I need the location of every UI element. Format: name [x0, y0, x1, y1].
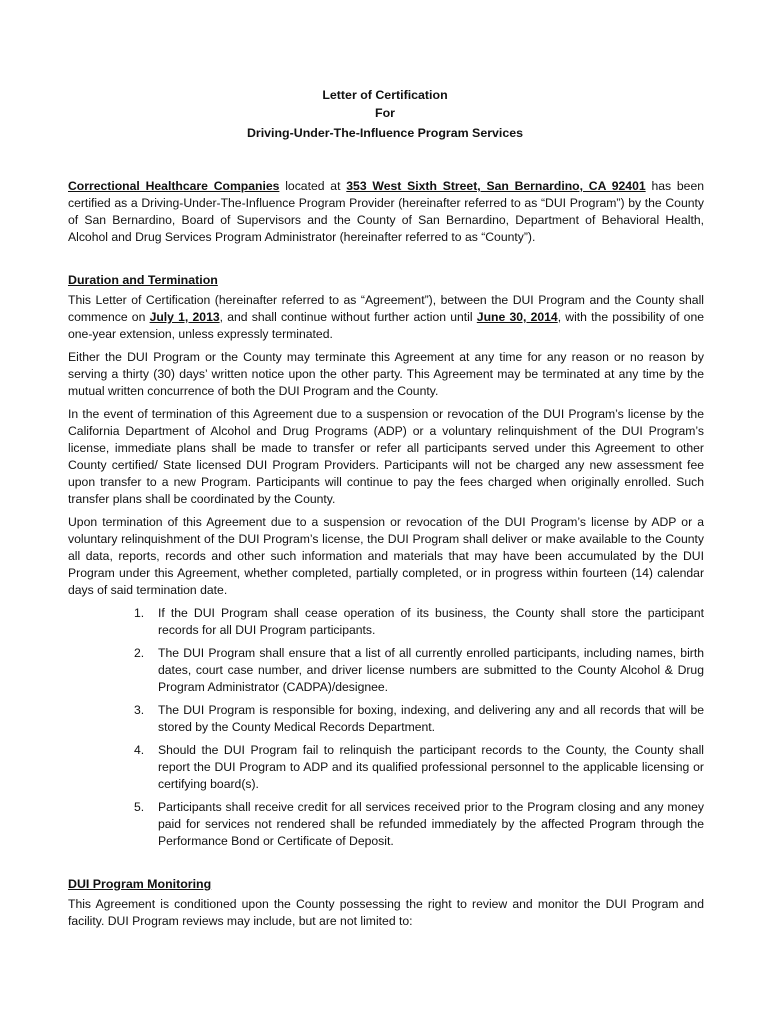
duration-paragraph-2: Either the DUI Program or the County may terminate this Agreement at any time for any reason or no reason by serving a thirty (30) days’ written notice upon the other party. This Agreement may be terminated at any time by the mutual written concurrence of both the DUI Program and the County.	[68, 350, 704, 398]
termination-list	[68, 605, 704, 850]
monitoring-paragraph-1: This Agreement is conditioned upon the County possessing the right to review and monitor the DUI Program and facility. DUI Program reviews may include, but are not limited to:	[68, 897, 704, 928]
duration-heading: Duration and Termination	[68, 273, 218, 287]
duration-paragraph-1: This Letter of Certification (hereinafter referred to as “Agreement”), between the DUI Program and the County shall commence on July 1, 2013, and shall continue without further action until June 30, 2014, with the possibility of one one-year extension, unless expressly terminated.	[68, 293, 705, 341]
list-item: 3. The DUI Program is responsible for boxing, indexing, and delivering any and all records that will be stored by the County Medical Records Department.	[134, 703, 704, 734]
title-line-1: Letter of Certification	[322, 88, 448, 102]
list-item: 1. If the DUI Program shall cease operation of its business, the County shall store the participant records for all DUI Program participants.	[134, 606, 704, 637]
provider-address: 353 West Sixth Street, San Bernardino, CA 92401	[346, 179, 646, 193]
title-line-2: For	[375, 106, 395, 120]
intro-paragraph: Correctional Healthcare Companies located at 353 West Sixth Street, San Bernardino, CA 92401 has been certified as a Driving-Under-The-Influence Program Provider (hereinafter referred to as “DUI Program”) by the County of San Bernardino, Board of Supervisors and the County of San Bernardino, Department of Behavioral Health, Alcohol and Drug Services Program Administrator (hereinafter referred to as “County”).	[68, 179, 705, 244]
list-item: 4. Should the DUI Program fail to relinquish the participant records to the County, the County shall report the DUI Program to ADP and its qualified professional personnel to the applicable licensing or certifying board(s).	[134, 743, 704, 791]
document-title	[0, 86, 770, 142]
monitoring-heading: DUI Program Monitoring	[68, 877, 212, 891]
provider-name: Correctional Healthcare Companies	[68, 179, 280, 193]
document-body	[68, 178, 704, 936]
duration-paragraph-3: In the event of termination of this Agreement due to a suspension or revocation of the DUI Program’s license by the California Department of Alcohol and Drug Programs (ADP) or a voluntary relinquishment of the DUI Program’s license, immediate plans shall be made to transfer or refer all participants served under this Agreement to other County certified/ State licensed DUI Program Providers. Participants will not be charged any new assessment fee upon transfer to a new Program. Participants will continue to pay the fees charged when originally enrolled. Such transfer plans shall be coordinated by the County.	[68, 407, 704, 506]
duration-paragraph-4: Upon termination of this Agreement due to a suspension or revocation of the DUI Program’s license by ADP or a voluntary relinquishment of the DUI Program’s license, the DUI Program shall deliver or make available to the County all data, reports, records and other such information and materials that may have been accumulated by the DUI Program under this Agreement, whether completed, partially completed, or in progress within fourteen (14) calendar days of said termination date.	[68, 515, 704, 597]
start-date: July 1, 2013	[149, 310, 220, 324]
list-item: 2. The DUI Program shall ensure that a list of all currently enrolled participants, including names, birth dates, court case number, and driver license numbers are submitted to the County Alcohol & Drug Program Administrator (CADPA)/designee.	[134, 646, 704, 694]
end-date: June 30, 2014	[476, 310, 558, 324]
list-item: 5. Participants shall receive credit for all services received prior to the Program closing and any money paid for services not rendered shall be refunded immediately by the affected Program through the Performance Bond or Certificate of Deposit.	[134, 800, 704, 848]
title-line-3: Driving-Under-The-Influence Program Services	[246, 126, 524, 140]
